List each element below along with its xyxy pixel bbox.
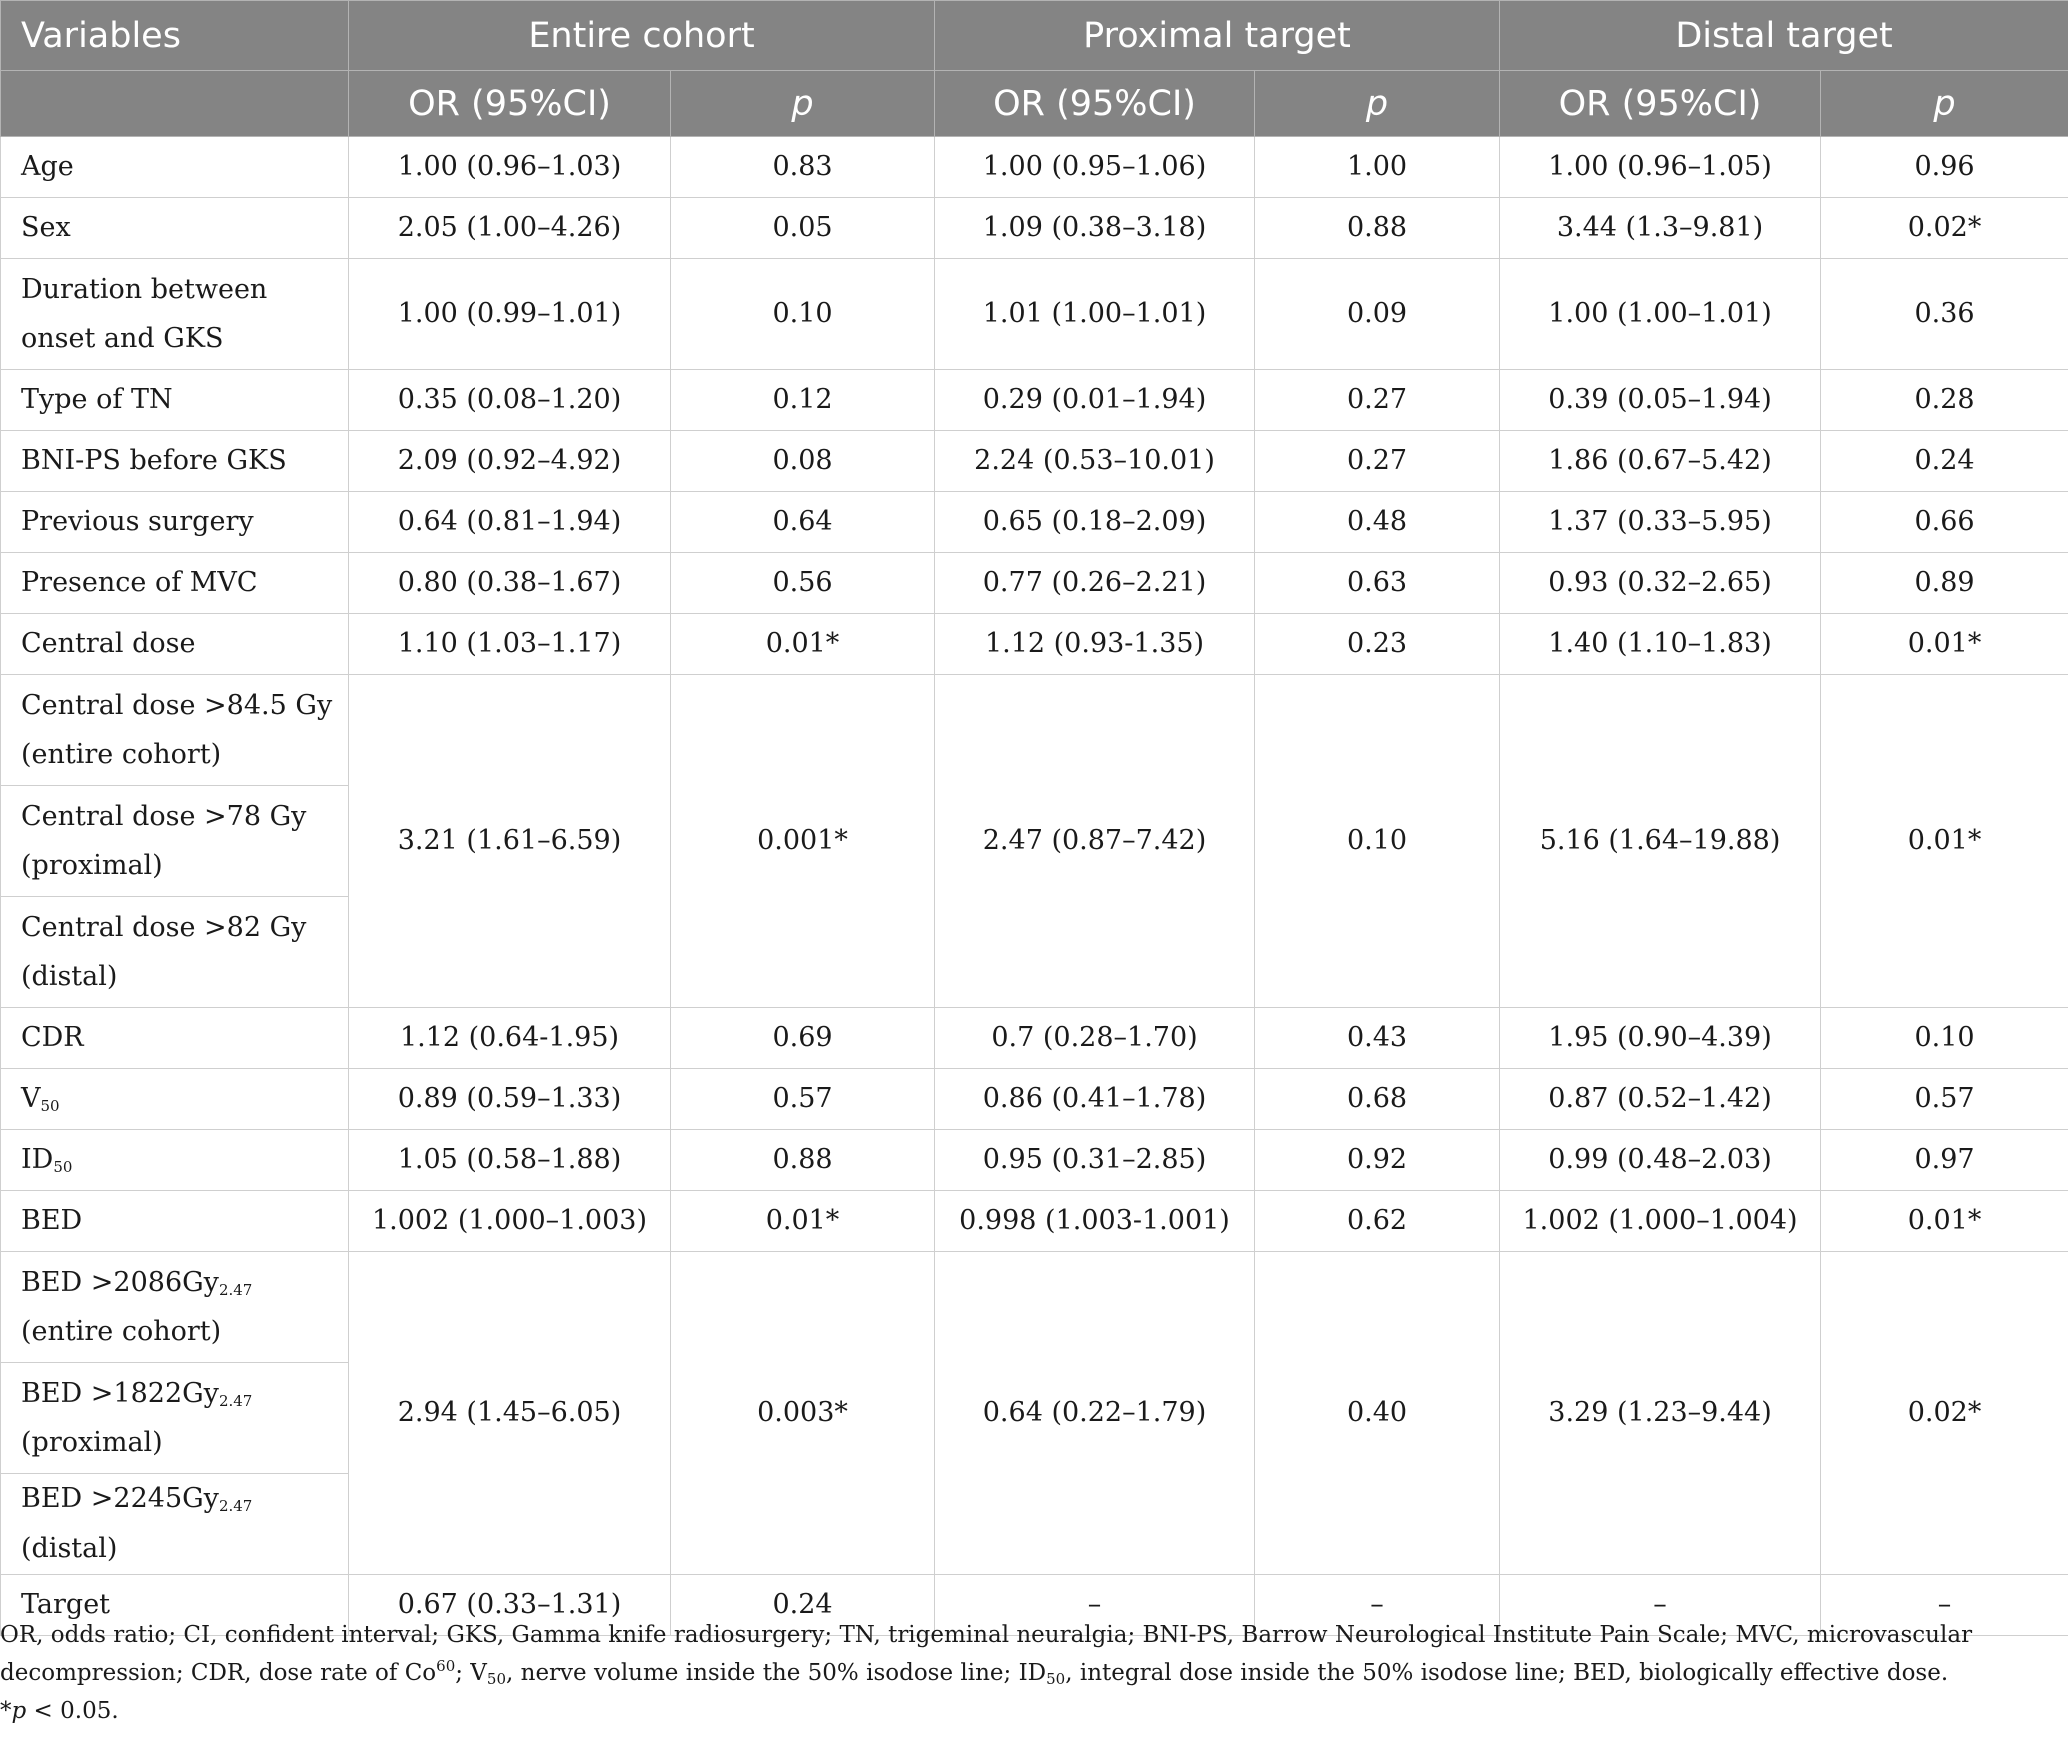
cell: 0.96 (1821, 137, 2068, 198)
cell: 0.01* (671, 1191, 935, 1252)
row-label: BNI-PS before GKS (1, 431, 349, 492)
table-row-bni (1, 431, 2068, 492)
header-or-entire: OR (95%CI) (349, 71, 671, 137)
cell: 1.002 (1.000–1.003) (349, 1191, 671, 1252)
cell: 0.05 (671, 198, 935, 259)
cell: 0.01* (1821, 675, 2068, 1008)
cell: 1.12 (0.93-1.35) (935, 614, 1255, 675)
cell: 2.47 (0.87–7.42) (935, 675, 1255, 1008)
cell: 1.00 (0.96–1.03) (349, 137, 671, 198)
cell: 0.99 (0.48–2.03) (1500, 1130, 1821, 1191)
cell: 0.89 (1821, 553, 2068, 614)
cell: 0.64 (0.22–1.79) (935, 1252, 1255, 1575)
cell: 0.27 (1255, 370, 1500, 431)
table-row-central-cutoff-entire (1, 675, 2068, 786)
cell: 0.93 (0.32–2.65) (1500, 553, 1821, 614)
cell: 0.66 (1821, 492, 2068, 553)
cell: 0.09 (1255, 259, 1500, 370)
table-row-id50 (1, 1130, 2068, 1191)
cell: 2.24 (0.53–10.01) (935, 431, 1255, 492)
cell: 1.00 (0.99–1.01) (349, 259, 671, 370)
cell: 0.57 (671, 1069, 935, 1130)
row-label: Central dose >84.5 Gy (entire cohort) (1, 675, 349, 786)
table-footnote (0, 1616, 2068, 1730)
header-or-distal: OR (95%CI) (1500, 71, 1821, 137)
cell: 0.40 (1255, 1252, 1500, 1575)
cell: 0.29 (0.01–1.94) (935, 370, 1255, 431)
cell: 0.02* (1821, 198, 2068, 259)
cell: 0.88 (671, 1130, 935, 1191)
cell: 2.09 (0.92–4.92) (349, 431, 671, 492)
cell: 0.56 (671, 553, 935, 614)
table-row-sex (1, 198, 2068, 259)
row-label: BED $>1822Gy_{2.47}$ (proximal) (1, 1363, 349, 1474)
cell: – (1255, 1575, 1500, 1636)
cell: 0.63 (1255, 553, 1500, 614)
cell: 0.87 (0.52–1.42) (1500, 1069, 1821, 1130)
cell: 0.64 (0.81–1.94) (349, 492, 671, 553)
header-entire-cohort: Entire cohort (349, 1, 935, 71)
significance-note: *p < 0.05. (0, 1698, 119, 1724)
cell: 0.67 (0.33–1.31) (349, 1575, 671, 1636)
cell: – (1500, 1575, 1821, 1636)
cell: 0.01* (671, 614, 935, 675)
row-label: CDR (1, 1008, 349, 1069)
cell: 0.01* (1821, 1191, 2068, 1252)
row-label: Sex (1, 198, 349, 259)
cell: 0.998 (1.003-1.001) (935, 1191, 1255, 1252)
header-p-entire: p (671, 71, 935, 137)
cell: 1.95 (0.90–4.39) (1500, 1008, 1821, 1069)
cell: 0.35 (0.08–1.20) (349, 370, 671, 431)
cell: 3.21 (1.61–6.59) (349, 675, 671, 1008)
row-label: Central dose >82 Gy (distal) (1, 897, 349, 1008)
table-row-type-tn (1, 370, 2068, 431)
cell: 3.29 (1.23–9.44) (1500, 1252, 1821, 1575)
table-row-v50 (1, 1069, 2068, 1130)
cell: 0.24 (671, 1575, 935, 1636)
cell: 0.62 (1255, 1191, 1500, 1252)
cell: 1.09 (0.38–3.18) (935, 198, 1255, 259)
cell: 2.05 (1.00–4.26) (349, 198, 671, 259)
cell: 0.64 (671, 492, 935, 553)
table-row-age (1, 137, 2068, 198)
cell: 0.39 (0.05–1.94) (1500, 370, 1821, 431)
cell: 1.37 (0.33–5.95) (1500, 492, 1821, 553)
cell: 0.23 (1255, 614, 1500, 675)
cell: 0.10 (1821, 1008, 2068, 1069)
cell: 0.02* (1821, 1252, 2068, 1575)
cell: 0.77 (0.26–2.21) (935, 553, 1255, 614)
row-label: $V_{50}$ (1, 1069, 349, 1130)
cell: – (935, 1575, 1255, 1636)
cell: 0.65 (0.18–2.09) (935, 492, 1255, 553)
header-p-distal: p (1821, 71, 2068, 137)
header-p-proximal: p (1255, 71, 1500, 137)
cell: 1.00 (0.96–1.05) (1500, 137, 1821, 198)
table-row-previous-surgery (1, 492, 2068, 553)
cell: 0.57 (1821, 1069, 2068, 1130)
cell: 1.00 (1.00–1.01) (1500, 259, 1821, 370)
cell: 0.68 (1255, 1069, 1500, 1130)
cell: 1.05 (0.58–1.88) (349, 1130, 671, 1191)
cell: 1.002 (1.000–1.004) (1500, 1191, 1821, 1252)
row-label: $ID_{50}$ (1, 1130, 349, 1191)
row-label: Central dose (1, 614, 349, 675)
cell: – (1821, 1575, 2068, 1636)
cell: 0.28 (1821, 370, 2068, 431)
cell: 1.00 (0.95–1.06) (935, 137, 1255, 198)
cell: 0.97 (1821, 1130, 2068, 1191)
cell: 0.83 (671, 137, 935, 198)
cell: 0.92 (1255, 1130, 1500, 1191)
cell: 5.16 (1.64–19.88) (1500, 675, 1821, 1008)
cell: 0.001* (671, 675, 935, 1008)
row-label: Target (1, 1575, 349, 1636)
table-row-bed (1, 1191, 2068, 1252)
cell: 0.36 (1821, 259, 2068, 370)
cell: 0.12 (671, 370, 935, 431)
row-label: Presence of MVC (1, 553, 349, 614)
cell: 0.43 (1255, 1008, 1500, 1069)
header-variables: Variables (1, 1, 349, 71)
row-label: BED $>2086Gy_{2.47}$ (entire cohort) (1, 1252, 349, 1363)
row-label: Previous surgery (1, 492, 349, 553)
row-label: Type of TN (1, 370, 349, 431)
cell: 0.7 (0.28–1.70) (935, 1008, 1255, 1069)
cell: 0.08 (671, 431, 935, 492)
cell: 0.01* (1821, 614, 2068, 675)
header-proximal-target: Proximal target (935, 1, 1500, 71)
table-row-mvc (1, 553, 2068, 614)
cell: 1.00 (1255, 137, 1500, 198)
abbreviations-note: OR, odds ratio; CI, confident interval; GKS, Gamma knife radiosurgery; TN, trigeminal neuralgia; BNI-PS, Barrow Neurological Institute Pain Scale; MVC, microvascular decompression; CDR, dose rate of Co$^{60}$; $V_{50}$, nerve volume inside the 50% isodose line; $ID_{50}$, integral dose inside the 50% isodose line; BED, biologically effective dose. (0, 1622, 1973, 1688)
cell: 1.01 (1.00–1.01) (935, 259, 1255, 370)
cell: 0.27 (1255, 431, 1500, 492)
cell: 0.89 (0.59–1.33) (349, 1069, 671, 1130)
header-variables-blank (1, 71, 349, 137)
cell: 3.44 (1.3–9.81) (1500, 198, 1821, 259)
cell: 1.40 (1.10–1.83) (1500, 614, 1821, 675)
table-row-cdr (1, 1008, 2068, 1069)
row-label: Central dose >78 Gy (proximal) (1, 786, 349, 897)
row-label: BED $>2245Gy_{2.47}$ (distal) (1, 1474, 349, 1575)
header-or-proximal: OR (95%CI) (935, 71, 1255, 137)
cell: 0.10 (671, 259, 935, 370)
cell: 1.10 (1.03–1.17) (349, 614, 671, 675)
cell: 1.86 (0.67–5.42) (1500, 431, 1821, 492)
cell: 0.95 (0.31–2.85) (935, 1130, 1255, 1191)
cell: 0.003* (671, 1252, 935, 1575)
cell: 2.94 (1.45–6.05) (349, 1252, 671, 1575)
row-label: BED (1, 1191, 349, 1252)
header-distal-target: Distal target (1500, 1, 2068, 71)
cell: 0.69 (671, 1008, 935, 1069)
cell: 1.12 (0.64-1.95) (349, 1008, 671, 1069)
table-row-bed-cutoff-entire (1, 1252, 2068, 1363)
cell: 0.10 (1255, 675, 1500, 1008)
cell: 0.88 (1255, 198, 1500, 259)
row-label: Age (1, 137, 349, 198)
cell: 0.48 (1255, 492, 1500, 553)
row-label: Duration between onset and GKS (1, 259, 349, 370)
table-row-central-dose (1, 614, 2068, 675)
cell: 0.86 (0.41–1.78) (935, 1069, 1255, 1130)
table-row-duration (1, 259, 2068, 370)
cell: 0.80 (0.38–1.67) (349, 553, 671, 614)
cell: 0.24 (1821, 431, 2068, 492)
